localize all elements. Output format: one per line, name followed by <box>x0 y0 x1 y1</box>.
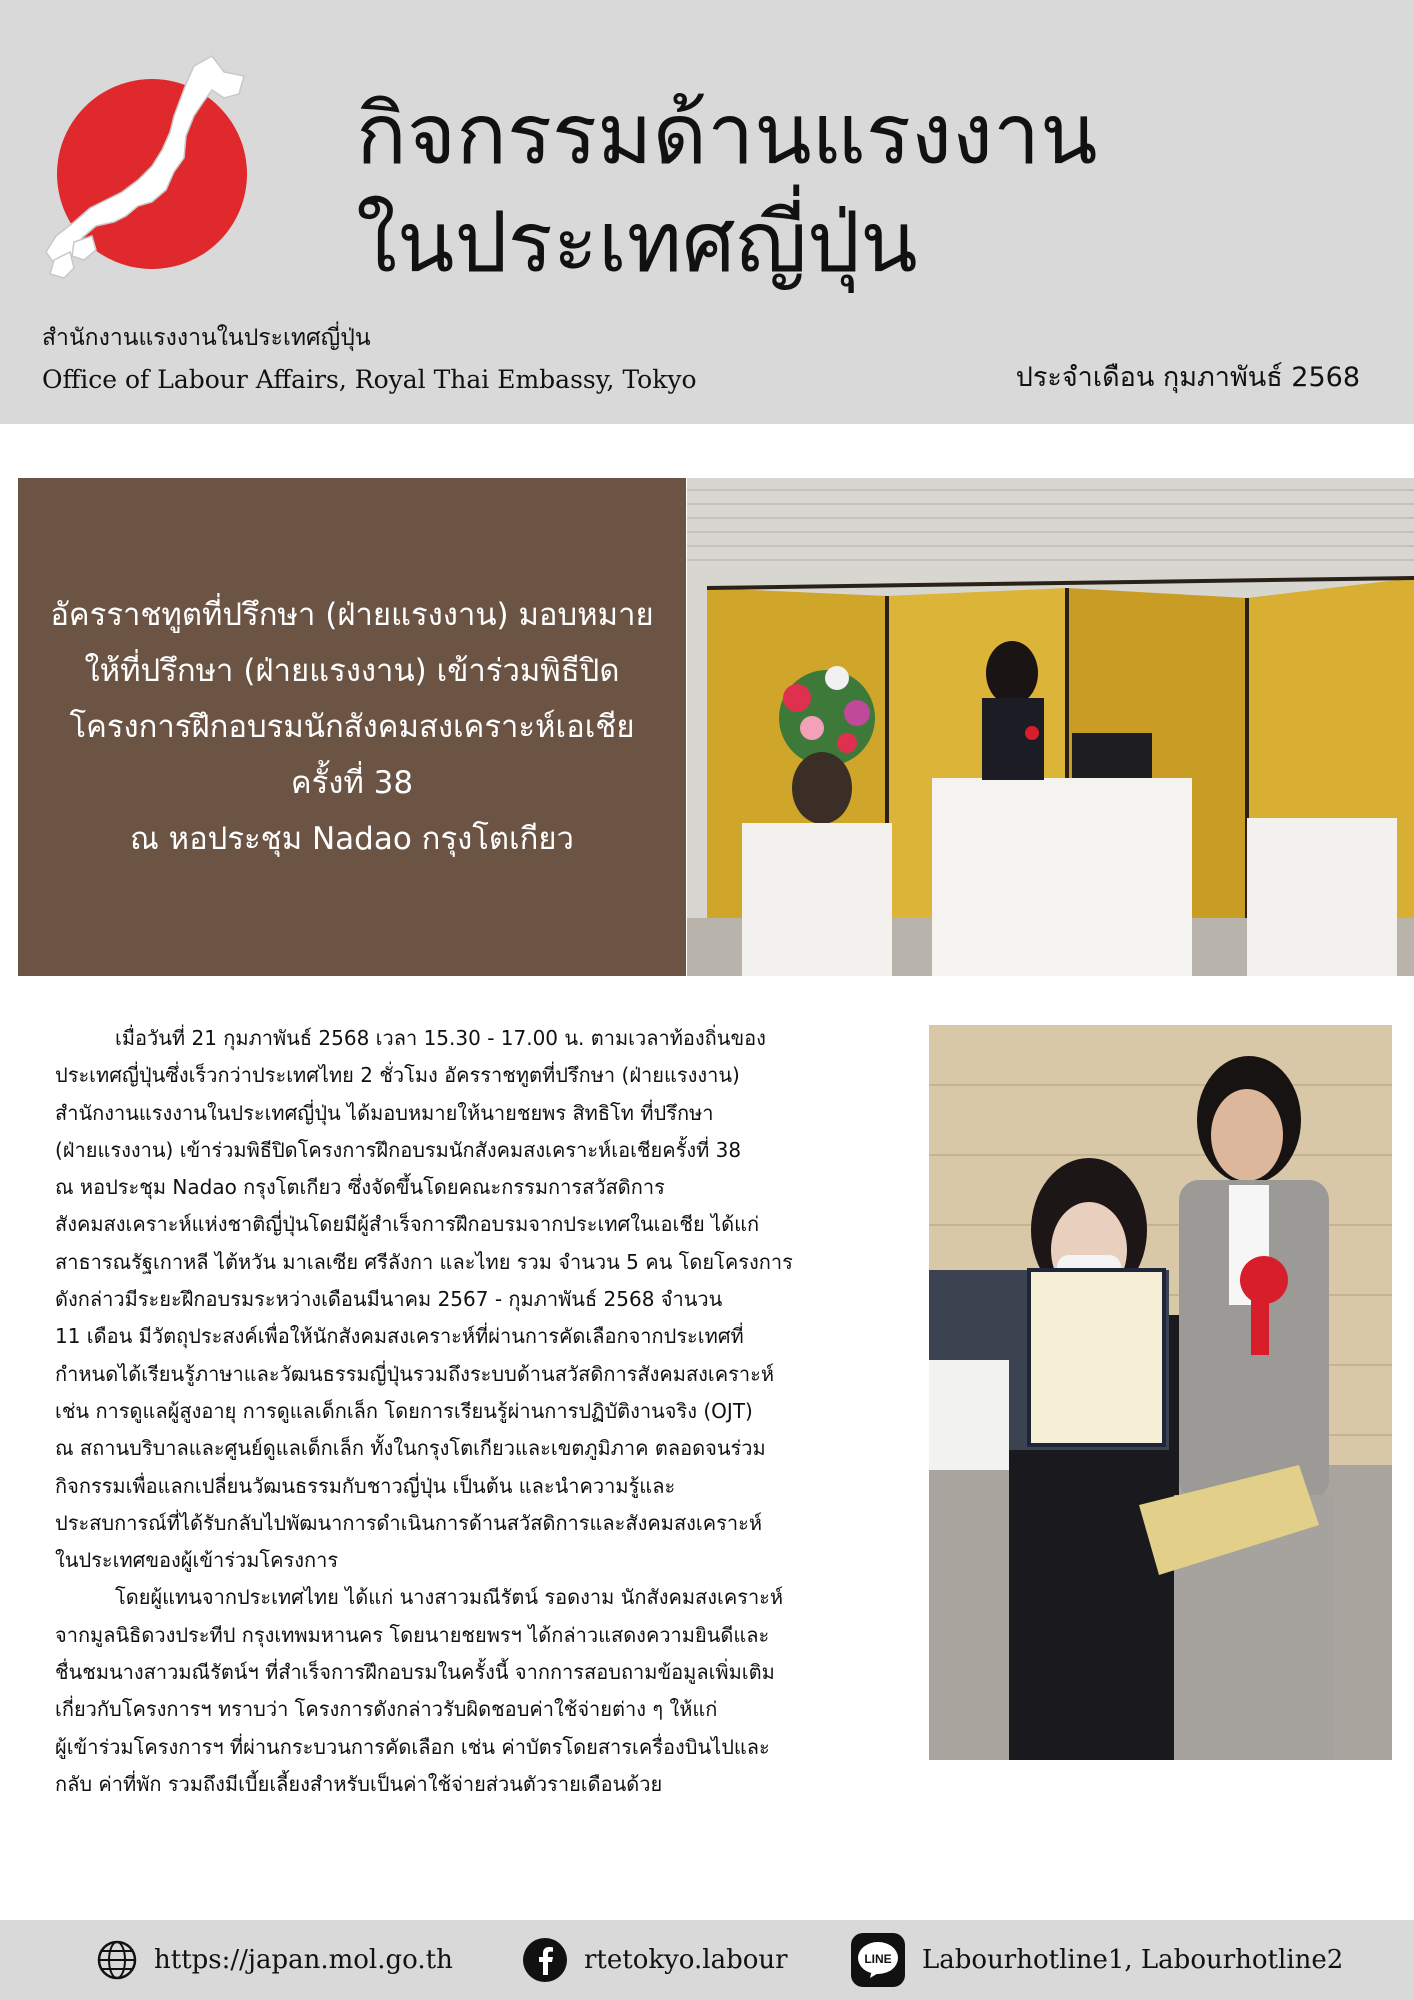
ceremony-podium-photo <box>687 478 1414 976</box>
office-name-english: Office of Labour Affairs, Royal Thai Embassy, Tokyo <box>42 365 697 394</box>
article-line: สังคมสงเคราะห์แห่งชาติญี่ปุ่นโดยมีผู้สำเร็จการฝึกอบรมจากประเทศในเอเชีย ได้แก่ <box>55 1212 760 1237</box>
page-title <box>356 80 1376 296</box>
article-line: เกี่ยวกับโครงการฯ ทราบว่า โครงการดังกล่าวรับผิดชอบค่าใช้จ่ายต่าง ๆ ให้แก่ <box>55 1697 718 1722</box>
article-line: ผู้เข้าร่วมโครงการฯ ที่ผ่านกระบวนการคัดเลือก เช่น ค่าบัตรโดยสารเครื่องบินไปและ <box>55 1734 770 1759</box>
hero-title-line: ครั้งที่ 38 <box>290 765 414 801</box>
article-line: (ฝ่ายแรงงาน) เข้าร่วมพิธีปิดโครงการฝึกอบรมนักสังคมสงเคราะห์เอเชียครั้งที่ 38 <box>55 1137 742 1162</box>
issue-date: ประจำเดือน กุมภาพันธ์ 2568 <box>1015 362 1360 393</box>
footer-line[interactable] <box>850 1920 1343 2000</box>
article-line: ชื่นชมนางสาวมณีรัตน์ฯ ที่สำเร็จการฝึกอบรมในครั้งนี้ จากการสอบถามข้อมูลเพิ่มเติม <box>55 1660 775 1685</box>
line-badge-text: LINE <box>864 1952 892 1966</box>
footer-website-text[interactable]: https://japan.mol.go.th <box>154 1945 453 1975</box>
article-line: กิจกรรมเพื่อแลกเปลี่ยนวัฒนธรรมกับชาวญี่ปุ่น เป็นต้น และนำความรู้และ <box>55 1473 676 1498</box>
certificate-photo <box>929 1025 1392 1760</box>
globe-icon <box>96 1939 138 1981</box>
page-header <box>0 0 1414 424</box>
article-line: ประเทศญี่ปุ่นซึ่งเร็วกว่าประเทศไทย 2 ชั่วโมง อัครราชทูตที่ปรึกษา (ฝ่ายแรงงาน) <box>55 1063 740 1088</box>
article-line: ดังกล่าวมีระยะฝึกอบรมระหว่างเดือนมีนาคม 2567 - กุมภาพันธ์ 2568 จำนวน <box>55 1287 723 1312</box>
japan-map-red-sun-icon <box>34 46 274 286</box>
office-name-thai: สำนักงานแรงงานในประเทศญี่ปุ่น <box>42 325 371 351</box>
article-line: สำนักงานแรงงานในประเทศญี่ปุ่น ได้มอบหมายให้นายชยพร สิทธิโท ที่ปรึกษา <box>55 1100 714 1125</box>
hero-title-line: อัครราชทูตที่ปรึกษา (ฝ่ายแรงงาน) มอบหมาย <box>50 597 654 633</box>
footer-facebook-text[interactable]: rtetokyo.labour <box>584 1945 788 1975</box>
hero-title-line: ณ หอประชุม Nadao กรุงโตเกียว <box>130 821 574 857</box>
hero-title-box <box>18 478 686 976</box>
title-line-1: กิจกรรมด้านแรงงาน <box>356 85 1098 183</box>
footer-line-text[interactable]: Labourhotline1, Labourhotline2 <box>922 1945 1344 1975</box>
hero-title-line: โครงการฝึกอบรมนักสังคมสงเคราะห์เอเชีย <box>69 709 635 745</box>
article-line: สาธารณรัฐเกาหลี ไต้หวัน มาเลเซีย ศรีลังกา และไทย รวม จำนวน 5 คน โดยโครงการ <box>55 1249 793 1274</box>
article-line: ประสบการณ์ที่ได้รับกลับไปพัฒนาการดำเนินการด้านสวัสดิการและสังคมสงเคราะห์ <box>55 1510 763 1535</box>
article-line: ณ สถานบริบาลและศูนย์ดูแลเด็กเล็ก ทั้งในกรุงโตเกียวและเขตภูมิภาค ตลอดจนร่วม <box>55 1436 766 1461</box>
article-line: เช่น การดูแลผู้สูงอายุ การดูแลเด็กเล็ก โดยการเรียนรู้ผ่านการปฏิบัติงานจริง (OJT) <box>55 1398 753 1423</box>
page-footer <box>0 1920 1414 2000</box>
article-body <box>55 1020 855 1803</box>
article-line: ในประเทศของผู้เข้าร่วมโครงการ <box>55 1548 339 1573</box>
article-line: 11 เดือน มีวัตถุประสงค์เพื่อให้นักสังคมสงเคราะห์ที่ผ่านการคัดเลือกจากประเทศที่ <box>55 1324 744 1349</box>
hero-title-line: ให้ที่ปรึกษา (ฝ่ายแรงงาน) เข้าร่วมพิธีปิด <box>84 653 620 689</box>
article-line: เมื่อวันที่ 21 กุมภาพันธ์ 2568 เวลา 15.30 - 17.00 น. ตามเวลาท้องถิ่นของ <box>115 1026 766 1050</box>
article-line: กำหนดได้เรียนรู้ภาษาและวัฒนธรรมญี่ปุ่นรวมถึงระบบด้านสวัสดิการสังคมสงเคราะห์ <box>55 1361 775 1386</box>
article-line: กลับ ค่าที่พัก รวมถึงมีเบี้ยเลี้ยงสำหรับเป็นค่าใช้จ่ายส่วนตัวรายเดือนด้วย <box>55 1771 663 1796</box>
article-line: ณ หอประชุม Nadao กรุงโตเกียว ซึ่งจัดขึ้นโดยคณะกรรมการสวัสดิการ <box>55 1175 665 1200</box>
article-line: โดยผู้แทนจากประเทศไทย ได้แก่ นางสาวมณีรัตน์ รอดงาม นักสังคมสงเคราะห์ <box>115 1585 784 1610</box>
article-line: จากมูลนิธิดวงประทีป กรุงเทพมหานคร โดยนายชยพรฯ ได้กล่าวแสดงความยินดีและ <box>55 1622 770 1647</box>
hero-title <box>40 587 663 867</box>
footer-website[interactable] <box>96 1920 453 2000</box>
line-icon <box>850 1932 906 1988</box>
facebook-icon <box>522 1937 568 1983</box>
title-line-2: ในประเทศญี่ปุ่น <box>356 193 918 291</box>
footer-facebook[interactable] <box>522 1920 788 2000</box>
